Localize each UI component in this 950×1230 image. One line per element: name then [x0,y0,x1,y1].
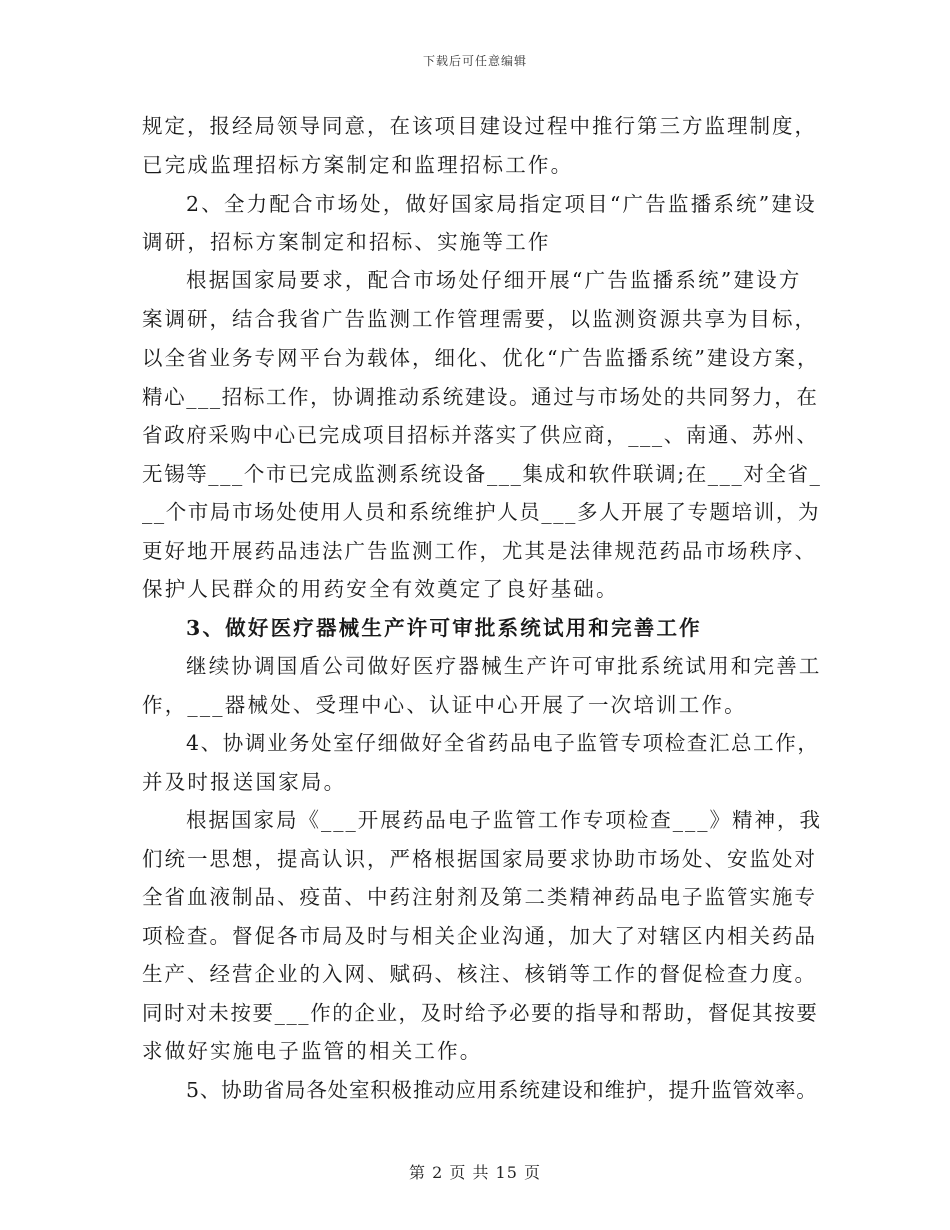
body-line: 4、协调业务处室仔细做好全省药品电子监管专项检查汇总工作， [186,731,820,755]
body-line: __个市局市场处使用人员和系统维护人员___多人开展了专题培训，为 [142,500,821,524]
body-line: 保护人民群众的用药安全有效奠定了良好基础。 [142,577,619,601]
body-line: 已完成监理招标方案制定和监理招标工作。 [142,153,574,177]
body-line: 同时对未按要___作的企业，及时给予必要的指导和帮助，督促其按要 [142,1001,819,1025]
section-heading: 3、做好医疗器械生产许可审批系统试用和完善工作 [186,616,702,640]
body-line: 规定，报经局领导同意，在该项目建设过程中推行第三方监理制度， [142,114,817,138]
body-line: 求做好实施电子监管的相关工作。 [142,1039,483,1063]
body-line: 2、全力配合市场处，做好国家局指定项目“广告监播系统”建设 [186,192,817,216]
body-line: 项检查。督促各市局及时与相关企业沟通，加大了对辖区内相关药品 [142,924,817,948]
body-line: 们统一思想，提高认识，严格根据国家局要求协助市场处、安监处对 [142,847,817,871]
body-line: 作，___器械处、受理中心、认证中心开展了一次培训工作。 [142,693,747,717]
body-line: 调研，招标方案制定和招标、实施等工作 [142,230,551,254]
body-line: 案调研，结合我省广告监测工作管理需要，以监测资源共享为目标， [142,307,817,331]
body-line: 全省血液制品、疫苗、中药注射剂及第二类精神药品电子监管实施专 [142,885,817,909]
body-line: 并及时报送国家局。 [142,770,347,794]
body-line: 根据国家局要求，配合市场处仔细开展“广告监播系统”建设方 [186,268,802,292]
body-line: 生产、经营企业的入网、赋码、核注、核销等工作的督促检查力度。 [142,962,817,986]
body-line: 无锡等___个市已完成监测系统设备___集成和软件联调;在___对全省_ [142,462,822,486]
body-line: 根据国家局《___开展药品电子监管工作专项检查___》精神，我 [186,808,822,832]
body-line: 以全省业务专网平台为载体，细化、优化“广告监播系统”建设方案， [142,346,820,370]
body-line: 精心___招标工作，协调推动系统建设。通过与市场处的共同努力，在 [142,385,819,409]
body-line: 继续协调国盾公司做好医疗器械生产许可审批系统试用和完善工 [186,654,822,678]
body-line: 省政府采购中心已完成项目招标并落实了供应商，___、南通、苏州、 [142,423,819,447]
body-line: 5、协助省局各处室积极推动应用系统建设和维护，提升监管效率。 [186,1078,818,1102]
page-header: 下载后可任意编辑 [422,54,527,68]
body-line: 更好地开展药品违法广告监测工作，尤其是法律规范药品市场秩序、 [142,539,817,563]
page-footer: 第 2 页 共 15 页 [409,1163,541,1182]
